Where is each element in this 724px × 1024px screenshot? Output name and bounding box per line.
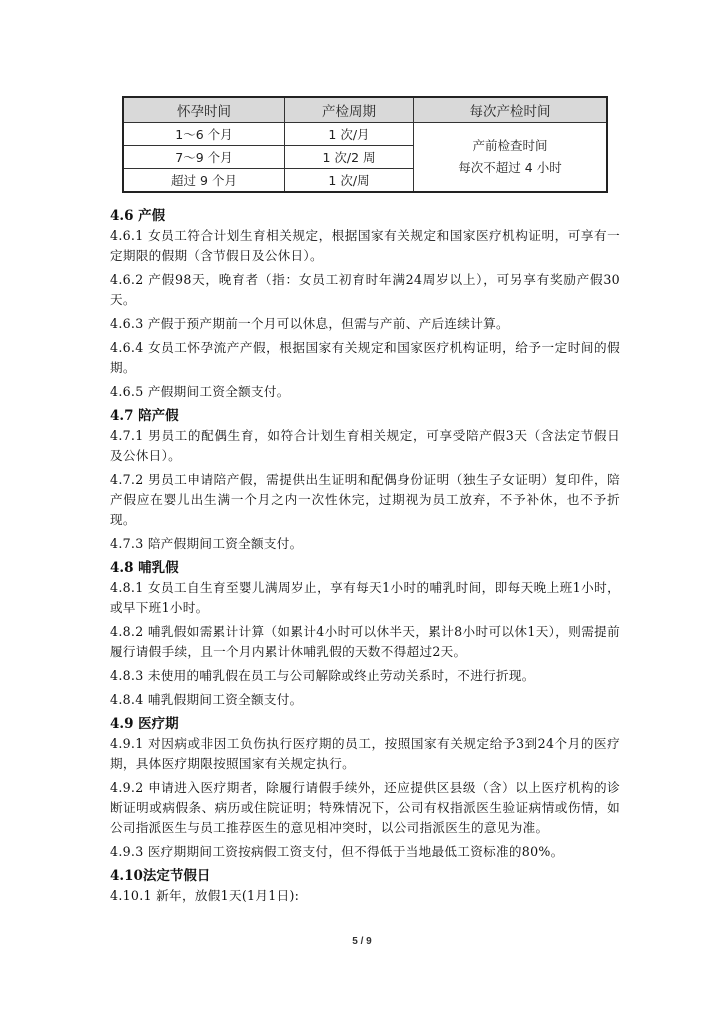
check-time-line2: 每次不超过 4 小时 (458, 160, 562, 175)
paragraph: 4.6.1 女员工符合计划生育相关规定，根据国家有关规定和国家医疗机构证明，可享有一定期限的假期（含节假日及公休日）。 (110, 228, 620, 263)
paragraph: 4.7.3 陪产假期间工资全额支付。 (110, 536, 303, 551)
paragraph: 4.6.5 产假期间工资全额支付。 (110, 384, 290, 399)
paragraph: 4.6.2 产假98天，晚育者（指：女员工初育时年满24周岁以上），可另享有奖励产假30天。 (110, 272, 620, 307)
section-heading: 4.9 医疗期 (110, 716, 179, 732)
section-heading: 4.8 哺乳假 (110, 560, 179, 576)
section-heading: 4.6 产假 (110, 208, 166, 224)
table-cell-cycle: 1 次/月 (285, 123, 414, 146)
table-header-cell: 怀孕时间 (123, 97, 285, 123)
table-cell-period: 1～6 个月 (123, 123, 285, 146)
paragraph: 4.8.2 哺乳假如需累计计算（如累计4小时可以休半天，累计8小时可以休1天），则需提前履行请假手续，且一个月内累计休哺乳假的天数不得超过2天。 (110, 624, 620, 659)
table-cell-check-time (414, 123, 608, 193)
table-header-cell: 产检周期 (285, 97, 414, 123)
table-cell-cycle: 1 次/周 (285, 169, 414, 193)
paragraph: 4.8.4 哺乳假期间工资全额支付。 (110, 692, 303, 707)
table-header-row (123, 97, 607, 123)
paragraph: 4.9.2 申请进入医疗期者，除履行请假手续外，还应提供区县级（含）以上医疗机构的诊断证明或病假条、病历或住院证明；特殊情况下，公司有权指派医生验证病情或伤情，如公司指派医生与员工推荐医生的意见相冲突时，以公司指派医生的意见为准。 (110, 780, 620, 835)
check-time-line1: 产前检查时间 (472, 138, 548, 153)
section-heading: 4.10法定节假日 (110, 868, 211, 884)
table-header-cell: 每次产检时间 (414, 97, 608, 123)
section-heading: 4.7 陪产假 (110, 408, 179, 424)
page-number: 5 / 9 (352, 936, 372, 947)
paragraph: 4.9.3 医疗期期间工资按病假工资支付，但不得低于当地最低工资标准的80%。 (110, 844, 564, 859)
table-cell-period: 超过 9 个月 (123, 169, 285, 193)
paragraph: 4.7.2 男员工申请陪产假，需提供出生证明和配偶身份证明（独生子女证明）复印件，陪产假应在婴儿出生满一个月之内一次性休完，过期视为员工放弃，不予补休，也不予折现。 (110, 472, 620, 527)
table-cell-cycle: 1 次/2 周 (285, 146, 414, 169)
paragraph: 4.10.1 新年，放假1天(1月1日): (110, 888, 300, 903)
prenatal-check-table (122, 96, 608, 193)
paragraph: 4.8.1 女员工自生育至婴儿满周岁止，享有每天1小时的哺乳时间，即每天晚上班1小时，或早下班1小时。 (110, 580, 620, 615)
paragraph: 4.8.3 未使用的哺乳假在员工与公司解除或终止劳动关系时，不进行折现。 (110, 668, 535, 683)
paragraph: 4.6.3 产假于预产期前一个月可以休息，但需与产前、产后连续计算。 (110, 316, 509, 331)
table-row (123, 123, 607, 146)
paragraph: 4.6.4 女员工怀孕流产产假，根据国家有关规定和国家医疗机构证明，给予一定时间的假期。 (110, 340, 620, 375)
paragraph: 4.9.1 对因病或非因工负伤执行医疗期的员工，按照国家有关规定给予3到24个月的医疗期，具体医疗期限按照国家有关规定执行。 (110, 736, 620, 771)
paragraph: 4.7.1 男员工的配偶生育，如符合计划生育相关规定，可享受陪产假3天（含法定节假日及公休日）。 (110, 428, 620, 463)
table-cell-period: 7～9 个月 (123, 146, 285, 169)
document-body (110, 206, 620, 910)
